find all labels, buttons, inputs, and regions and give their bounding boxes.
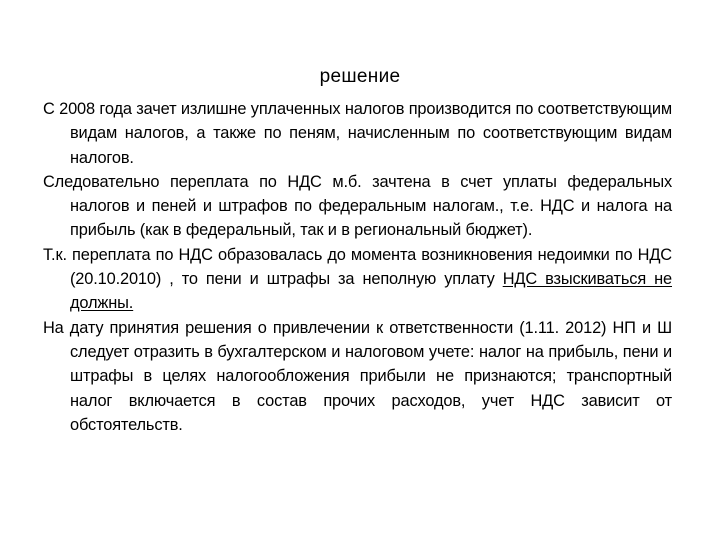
slide-title: решение	[319, 66, 401, 87]
paragraph-penalties-text: Т.к. переплата по НДС образовалась до момента возникновения недоимки по НДС (20.10.2010) , то пени и штрафы за неполную уплату	[43, 245, 672, 289]
paragraph-accounting: На дату принятия решения о привлечении к ответственности (1.11. 2012) НП и Ш следует отразить в бухгалтерском и налоговом учете: налог на прибыль, пени и штрафы в целях налогообложения прибыли не признаются; транспортный налог включается в состав прочих расходов, учет НДС зависит от обстоятельств.	[43, 318, 672, 434]
paragraph-vat-offset: Следовательно переплата по НДС м.б. зачтена в счет уплаты федеральных налогов и пеней и штрафов по федеральным налогам., т.е. НДС и налога на прибыль (как в федеральный, так и в региональный бюджет).	[43, 172, 672, 240]
paragraph-penalties	[43, 243, 672, 316]
slide-body	[43, 97, 672, 437]
paragraph-penalties-conclusion: НДС взыскиваться не должны.	[70, 270, 672, 313]
paragraph-offset-rule: С 2008 года зачет излишне уплаченных налогов производится по соответствующим видам налогов, а также по пеням, начисленным по соответствующим видам налогов.	[43, 100, 672, 167]
